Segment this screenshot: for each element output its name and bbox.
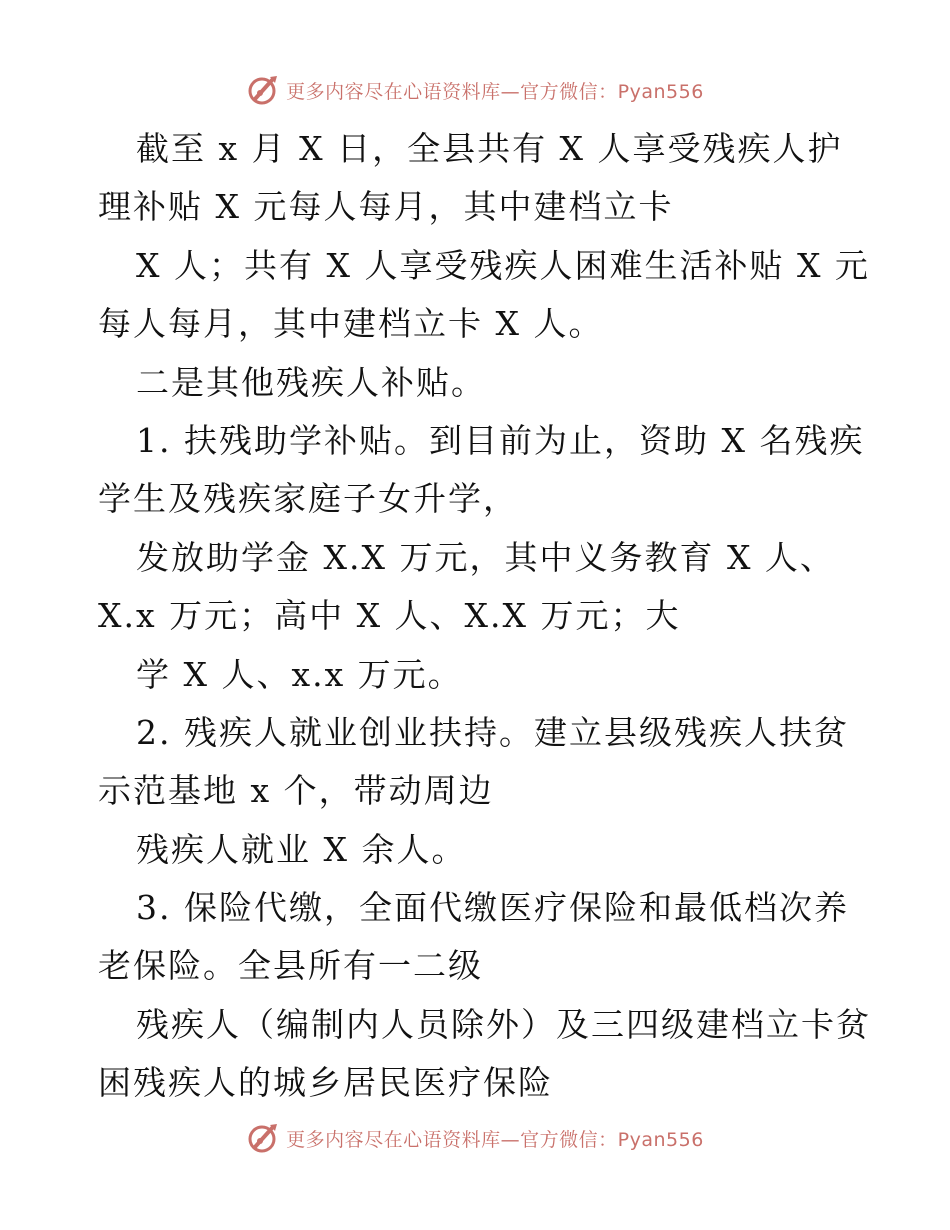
text-line: 学 X 人、x.x 万元。 <box>136 654 463 694</box>
header-watermark <box>0 70 950 110</box>
watermark-text: 更多内容尽在心语资料库—官方微信：Pyan556 <box>286 80 704 103</box>
watermark-text: 更多内容尽在心语资料库—官方微信：Pyan556 <box>286 1128 704 1151</box>
text-line: X.x 万元；高中 X 人、X.X 万元；大 <box>98 596 681 636</box>
document-body <box>98 120 871 1113</box>
text-line: 残疾人（编制内人员除外）及三四级建档立卡贫 <box>136 1004 871 1044</box>
text-line: 残疾人就业 X 余人。 <box>136 829 467 869</box>
text-line: 困残疾人的城乡居民医疗保险 <box>98 1063 553 1103</box>
brush-circle-logo-icon <box>246 73 280 107</box>
text-line: 每人每月，其中建档立卡 X 人。 <box>98 304 604 344</box>
text-line: 3. 保险代缴，全面代缴医疗保险和最低档次养 <box>136 888 849 928</box>
text-line: X 人；共有 X 人享受残疾人困难生活补贴 X 元 <box>136 245 870 285</box>
text-line: 理补贴 X 元每人每月，其中建档立卡 <box>98 187 674 227</box>
text-line: 截至 x 月 X 日，全县共有 X 人享受残疾人护 <box>136 129 843 168</box>
text-line: 二是其他残疾人补贴。 <box>136 362 486 402</box>
text-line: 1. 扶残助学补贴。到目前为止，资助 X 名残疾 <box>136 420 865 460</box>
text-line: 老保险。全县所有一二级 <box>98 946 483 986</box>
text-line: 发放助学金 X.X 万元，其中义务教育 X 人、 <box>136 537 835 577</box>
brush-circle-logo-icon <box>246 1121 280 1155</box>
text-line: 2. 残疾人就业创业扶持。建立县级残疾人扶贫 <box>136 712 849 752</box>
text-line: 学生及残疾家庭子女升学， <box>98 479 518 519</box>
footer-watermark <box>0 1118 950 1158</box>
text-line: 示范基地 x 个，带动周边 <box>98 771 494 811</box>
